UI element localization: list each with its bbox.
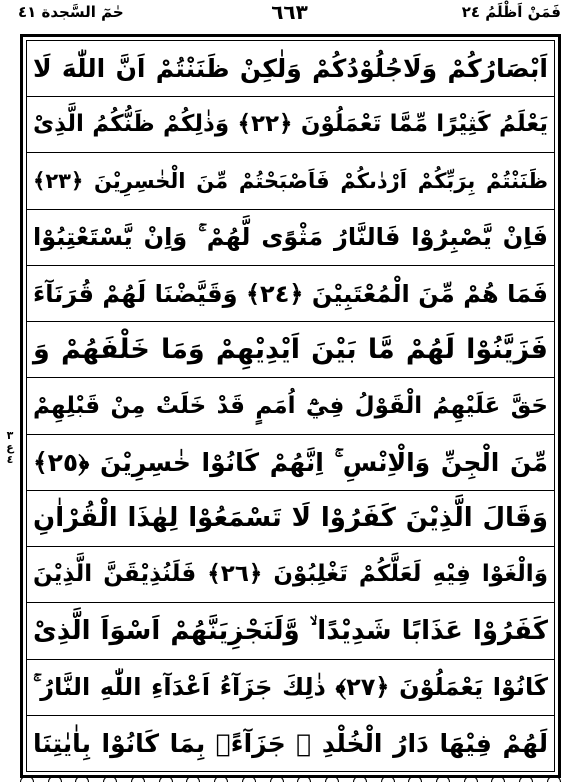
ornament-arch <box>353 776 367 782</box>
ornament-arch <box>131 776 145 782</box>
page-header <box>0 0 579 34</box>
text-line <box>27 322 554 378</box>
line-text: فَمَا هُمْ مِّنَ الْمُعْتَبِيْنَ ﴿٢٤﴾ وَقَيَّضْنَا لَهُمْ قُرَنَآءَ <box>33 279 548 308</box>
ornament-arch <box>214 776 228 782</box>
ornament-arch <box>103 776 117 782</box>
ornament-arch <box>242 776 256 782</box>
ornament-arch <box>464 776 478 782</box>
ruku-marker: ٣ ع ٤ <box>6 429 14 467</box>
text-lines <box>27 41 554 771</box>
ornament-arch <box>20 776 34 782</box>
ornament-arch <box>491 776 505 782</box>
text-line <box>27 378 554 434</box>
ornament-arch <box>408 776 422 782</box>
text-line <box>27 266 554 322</box>
text-line <box>27 660 554 716</box>
line-text: كَانُوْا يَعْمَلُوْنَ ﴿٢٧﴾ ذٰلِكَ جَزَآءُ اَعْدَآءِ اللّٰهِ النَّارُ ۚ <box>33 673 548 702</box>
ornament-arch <box>325 776 339 782</box>
text-line <box>27 716 554 771</box>
ornament-arch <box>75 776 89 782</box>
line-text: وَالْغَوْا فِيْهِ لَعَلَّكُمْ تَغْلِبُوْنَ ﴿٢٦﴾ فَلَنُذِيْقَنَّ الَّذِيْنَ <box>33 561 548 588</box>
page-number: ٦٦٣ <box>271 0 308 24</box>
juz-name: فَمَنْ اَظْلَمُ ٢٤ <box>461 3 561 21</box>
line-text: ظَنَنْتُمْ بِرَبِّكُمْ اَرْدٰىكُمْ فَاَصْبَحْتُمْ مِّنَ الْخٰسِرِيْنَ ﴿٢٣﴾ <box>33 168 548 193</box>
ornament-arch <box>519 776 533 782</box>
text-line <box>27 210 554 266</box>
bottom-ornament <box>20 776 561 782</box>
line-text: يَعْلَمُ كَثِيْرًا مِّمَّا تَعْمَلُوْنَ ﴿٢٢﴾ وَذٰلِكُمْ ظَنُّكُمُ الَّذِىْ <box>33 111 548 138</box>
ornament-arch <box>381 776 395 782</box>
line-text: لَهُمْ فِيْهَا دَارُ الْخُلْدِ ۚ جَزَآءًۢ بِمَا كَانُوْا بِاٰيٰتِنَا <box>33 728 548 758</box>
text-line <box>27 153 554 209</box>
text-line <box>27 547 554 603</box>
ornament-arch <box>159 776 173 782</box>
text-line <box>27 435 554 491</box>
page-frame <box>20 34 561 778</box>
line-text: اَبْصَارُكُمْ وَلَاجُلُوْدُكُمْ وَلٰكِنْ ظَنَنْتُمْ اَنَّ اللّٰهَ لَا <box>33 54 548 84</box>
ornament-arch <box>297 776 311 782</box>
text-line <box>27 491 554 547</box>
ornament-arch <box>547 776 561 782</box>
ornament-arch <box>48 776 62 782</box>
line-text: فَاِنْ يَّصْبِرُوْا فَالنَّارُ مَثْوًى لَّهُمْ ۚ وَاِنْ يَّسْتَعْتِبُوْا <box>33 223 548 252</box>
text-line <box>27 41 554 97</box>
ornament-arch <box>270 776 284 782</box>
line-text: كَفَرُوْا عَذَابًا شَدِيْدًا ۙ وَّلَنَجْزِيَنَّهُمْ اَسْوَاَ الَّذِىْ <box>33 615 548 646</box>
text-line <box>27 603 554 659</box>
line-text: وَقَالَ الَّذِيْنَ كَفَرُوْا لَا تَسْمَعُوْا لِهٰذَا الْقُرْاٰنِ <box>33 503 548 534</box>
line-text: مِّنَ الْجِنِّ وَالْاِنْسِ ۚ اِنَّهُمْ كَانُوْا خٰسِرِيْنَ ﴿٢٥﴾ <box>33 447 548 477</box>
surah-name: حٰمٓ السَّجدة ٤١ <box>18 3 124 21</box>
ornament-arch <box>436 776 450 782</box>
line-text: فَزَيَّنُوْا لَهُمْ مَّا بَيْنَ اَيْدِيْهِمْ وَمَا خَلْفَهُمْ وَ <box>33 334 548 366</box>
line-text: حَقَّ عَلَيْهِمُ الْقَوْلُ فِيْٓ اُمَمٍ قَدْ خَلَتْ مِنْ قَبْلِهِمْ <box>33 392 548 419</box>
ornament-arch <box>186 776 200 782</box>
text-line <box>27 97 554 153</box>
